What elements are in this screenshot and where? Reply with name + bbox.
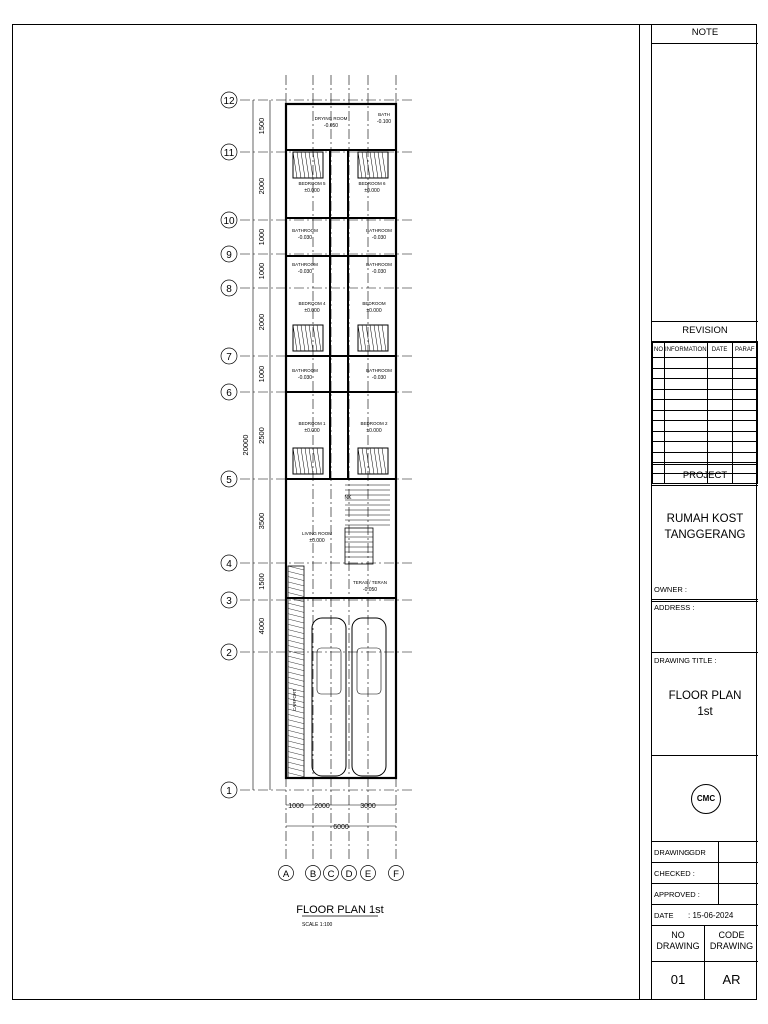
grid-row-label: 5 bbox=[226, 475, 232, 486]
grid-col-label: A bbox=[282, 869, 290, 880]
revision-col-no: NO bbox=[653, 343, 665, 358]
room-level: -0.030 bbox=[371, 235, 387, 241]
grid-col-label: C bbox=[327, 869, 335, 880]
bed-hatch bbox=[293, 448, 297, 474]
approved-row bbox=[652, 884, 758, 905]
horizontal-dimension-text: 2000 bbox=[314, 803, 330, 810]
bed bbox=[358, 152, 388, 178]
side-strip-hatch bbox=[288, 736, 304, 740]
bed-hatch bbox=[362, 448, 366, 474]
address-label: ADDRESS : bbox=[654, 603, 695, 612]
side-strip-hatch bbox=[288, 593, 304, 597]
note-area bbox=[652, 44, 758, 322]
no-drawing-value: 01 bbox=[670, 972, 686, 987]
vertical-dimension-text: 1000 bbox=[257, 262, 266, 280]
company-logo: CMC bbox=[691, 784, 721, 814]
side-strip-hatch bbox=[288, 635, 304, 639]
address-row bbox=[652, 600, 758, 653]
room-name: DRYING ROOM bbox=[314, 116, 348, 121]
bed-hatch bbox=[317, 152, 321, 178]
checked-label: CHECKED : bbox=[654, 869, 695, 878]
side-strip-hatch bbox=[288, 624, 304, 628]
note-header bbox=[652, 24, 758, 44]
side-strip-hatch bbox=[288, 651, 304, 655]
vertical-dimension-text: 3500 bbox=[257, 512, 266, 530]
grid-row-label: 1 bbox=[226, 786, 232, 797]
side-strip-hatch bbox=[288, 730, 304, 734]
grid-row-label: 12 bbox=[223, 96, 235, 107]
side-strip-hatch bbox=[288, 762, 304, 766]
room-level: ±0.000 bbox=[304, 308, 320, 314]
car-body bbox=[352, 618, 386, 776]
bed-hatch bbox=[297, 448, 301, 474]
vertical-dimension-text: 1500 bbox=[257, 117, 266, 135]
bed-hatch bbox=[362, 325, 366, 351]
car bbox=[312, 618, 346, 776]
room-name: LIVING ROOM bbox=[301, 531, 333, 536]
side-strip-hatch bbox=[288, 725, 304, 729]
bed-hatch bbox=[301, 448, 305, 474]
side-strip-hatch bbox=[288, 757, 304, 761]
vertical-dimension-text: 1500 bbox=[257, 573, 266, 590]
room-level: -0.050 bbox=[362, 587, 378, 593]
side-strip-hatch bbox=[288, 571, 304, 575]
bed-hatch bbox=[370, 448, 374, 474]
side-strip-hatch bbox=[288, 619, 304, 623]
room-level: ±0.000 bbox=[366, 308, 382, 314]
no-drawing-label-1: NO bbox=[671, 930, 685, 940]
bed-hatch bbox=[293, 152, 297, 178]
bed bbox=[358, 325, 388, 351]
grid-col-label: F bbox=[393, 869, 399, 880]
checked-row bbox=[652, 863, 758, 884]
room-name: BATHROOM bbox=[366, 228, 392, 233]
grid-row-label: 6 bbox=[226, 388, 232, 399]
bed-hatch bbox=[366, 448, 370, 474]
staircase bbox=[345, 485, 390, 564]
side-strip-hatch bbox=[288, 677, 304, 681]
room-level: -0.030 bbox=[371, 375, 387, 381]
room-name: BATHROOM bbox=[292, 262, 318, 267]
side-strip-hatch bbox=[288, 630, 304, 634]
room-name: BATH bbox=[378, 112, 390, 117]
revision-col-paraf: PARAF bbox=[732, 343, 757, 358]
room-name: BEDROOM 2 bbox=[360, 421, 388, 426]
room-level: ±0.000 bbox=[364, 188, 380, 194]
vertical-dimension-text: 4000 bbox=[257, 617, 266, 635]
bed-hatch bbox=[382, 325, 386, 351]
vertical-dimension-text: 2500 bbox=[257, 427, 266, 444]
bed-hatch bbox=[374, 325, 378, 351]
grid-row-label: 11 bbox=[223, 148, 235, 159]
horizontal-dimension-text: 1000 bbox=[288, 803, 304, 810]
side-strip-hatch bbox=[288, 746, 304, 750]
room-level: ±0.000 bbox=[304, 428, 320, 434]
room-level: ±0.000 bbox=[309, 538, 325, 544]
bed-hatch bbox=[374, 152, 378, 178]
room-level: -0.030 bbox=[297, 375, 313, 381]
bed-hatch bbox=[370, 325, 374, 351]
side-strip-hatch bbox=[288, 566, 304, 570]
bed-hatch bbox=[382, 152, 386, 178]
bed-hatch bbox=[358, 448, 362, 474]
bed-hatch bbox=[309, 448, 313, 474]
bed-hatch bbox=[317, 325, 321, 351]
side-strip-hatch bbox=[288, 656, 304, 660]
plan-scale: SCALE 1:100 bbox=[302, 922, 333, 928]
side-strip-hatch bbox=[288, 683, 304, 687]
bed bbox=[293, 448, 323, 474]
bed-hatch bbox=[358, 325, 362, 351]
revision-header-text: REVISION bbox=[682, 325, 728, 336]
side-strip-hatch bbox=[288, 661, 304, 665]
title-block bbox=[651, 24, 757, 1000]
revision-header bbox=[652, 322, 758, 342]
side-strip-hatch bbox=[288, 672, 304, 676]
room-name: BATHROOM bbox=[366, 262, 392, 267]
room-name: TERAS / TERAN bbox=[353, 580, 387, 585]
room-level: -0.030 bbox=[371, 269, 387, 275]
bed-hatch bbox=[305, 448, 309, 474]
project-header-text: PROJECT bbox=[682, 470, 728, 481]
bed-hatch bbox=[370, 152, 374, 178]
note-header-text: NOTE bbox=[691, 27, 719, 38]
code-drawing-value: AR bbox=[722, 972, 741, 987]
grid-col-label: B bbox=[309, 869, 317, 880]
side-strip-hatch bbox=[288, 667, 304, 671]
room-name: BEDROOM 6 bbox=[358, 181, 386, 186]
project-header bbox=[652, 464, 758, 486]
side-strip-hatch bbox=[288, 603, 304, 607]
car-window bbox=[357, 648, 381, 694]
bed bbox=[293, 325, 323, 351]
grid-col-label: D bbox=[345, 869, 353, 880]
side-strip-hatch bbox=[288, 752, 304, 756]
bed-hatch bbox=[313, 325, 317, 351]
bed bbox=[358, 448, 388, 474]
plan-title: FLOOR PLAN 1st bbox=[296, 904, 384, 916]
no-drawing-label-2: DRAWING bbox=[656, 941, 700, 951]
bed-hatch bbox=[317, 448, 321, 474]
room-name: BATHROOM bbox=[366, 368, 392, 373]
drawing-by-label: DRAWING bbox=[654, 848, 690, 857]
horizontal-dimension-text: 3000 bbox=[360, 803, 376, 810]
drawing-by-value: : GDR bbox=[685, 848, 706, 857]
project-name-line2: TANGGERANG bbox=[664, 529, 746, 541]
bed bbox=[293, 152, 323, 178]
revision-col-date: DATE bbox=[707, 343, 732, 358]
drawing-title-box bbox=[652, 653, 758, 756]
grid-row-label: 2 bbox=[226, 648, 232, 659]
room-level: -0.030 bbox=[297, 235, 313, 241]
room-name: BEDROOM bbox=[362, 301, 386, 306]
bed-hatch bbox=[374, 448, 378, 474]
bed-hatch bbox=[305, 325, 309, 351]
side-strip-hatch bbox=[288, 582, 304, 586]
owner-label: OWNER : bbox=[654, 585, 687, 594]
room-level: ±0.000 bbox=[304, 188, 320, 194]
stair-label: NK bbox=[344, 495, 352, 501]
revision-col-information: INFORMATION bbox=[665, 343, 708, 358]
vertical-dimension-text: 1000 bbox=[257, 228, 266, 246]
drawing-title-line2: 1st bbox=[697, 706, 713, 718]
side-strip-hatch bbox=[288, 720, 304, 724]
room-level: -0.100 bbox=[376, 119, 392, 125]
bed-hatch bbox=[378, 152, 382, 178]
bed-hatch bbox=[382, 448, 386, 474]
drawing-title-label: DRAWING TITLE : bbox=[654, 656, 717, 665]
bed-hatch bbox=[309, 152, 313, 178]
bed-hatch bbox=[301, 325, 305, 351]
side-strip-hatch bbox=[288, 577, 304, 581]
room-name: BEDROOM 4 bbox=[298, 301, 326, 306]
bed-hatch bbox=[297, 325, 301, 351]
car-body bbox=[312, 618, 346, 776]
bed-hatch bbox=[305, 152, 309, 178]
bed-hatch bbox=[313, 448, 317, 474]
logo-box bbox=[652, 756, 758, 842]
code-drawing-label-1: CODE bbox=[718, 930, 745, 940]
side-strip-hatch bbox=[288, 608, 304, 612]
side-strip-hatch bbox=[288, 741, 304, 745]
room-name: BEDROOM 5 bbox=[298, 181, 326, 186]
car-window bbox=[317, 648, 341, 694]
owner-row bbox=[652, 580, 758, 600]
side-strip-hatch bbox=[288, 767, 304, 771]
grid-row-label: 3 bbox=[226, 596, 232, 607]
vertical-dimension-text: 2000 bbox=[257, 177, 266, 195]
approved-label: APPROVED : bbox=[654, 890, 700, 899]
date-label: DATE bbox=[654, 911, 674, 920]
bed-hatch bbox=[358, 152, 362, 178]
drawing-title-line1: FLOOR PLAN bbox=[668, 690, 742, 702]
side-strip-hatch bbox=[288, 640, 304, 644]
drawing-by-row bbox=[652, 842, 758, 863]
bed-hatch bbox=[378, 448, 382, 474]
grid-row-label: 9 bbox=[226, 250, 232, 261]
side-strip-hatch bbox=[288, 646, 304, 650]
room-level: ±0.000 bbox=[366, 428, 382, 434]
grid-col-label: E bbox=[364, 869, 372, 880]
bed-hatch bbox=[362, 152, 366, 178]
revision-table bbox=[652, 342, 758, 484]
drawing-number-values bbox=[652, 962, 758, 1000]
grid-row-label: 8 bbox=[226, 284, 232, 295]
side-strip-hatch bbox=[288, 773, 304, 777]
bed-hatch bbox=[309, 325, 313, 351]
total-horizontal-dimension: 6000 bbox=[333, 824, 349, 831]
date-value: : 15-06-2024 bbox=[688, 911, 734, 920]
grid-row-label: 7 bbox=[226, 352, 232, 363]
bed-hatch bbox=[313, 152, 317, 178]
room-level: -0.030 bbox=[297, 269, 313, 275]
date-row bbox=[652, 905, 758, 926]
bed-hatch bbox=[293, 325, 297, 351]
bed-hatch bbox=[378, 325, 382, 351]
room-name: BEDROOM 1 bbox=[298, 421, 326, 426]
vertical-dimension-text: 2000 bbox=[257, 313, 266, 331]
room-name: BATHROOM bbox=[292, 368, 318, 373]
drawing-number-header bbox=[652, 926, 758, 962]
side-strip-hatch bbox=[288, 614, 304, 618]
bed-hatch bbox=[301, 152, 305, 178]
car bbox=[352, 618, 386, 776]
grid-row-label: 4 bbox=[226, 559, 232, 570]
side-strip-label: CARPORT bbox=[292, 689, 297, 711]
side-strip-hatch bbox=[288, 587, 304, 591]
total-vertical-dimension: 20000 bbox=[241, 434, 250, 456]
bed-hatch bbox=[297, 152, 301, 178]
project-name-line1: RUMAH KOST bbox=[666, 513, 744, 525]
grid-row-label: 10 bbox=[223, 216, 235, 227]
room-level: -0.050 bbox=[323, 123, 339, 129]
room-name: BATHROOM bbox=[292, 228, 318, 233]
code-drawing-label-2: DRAWING bbox=[709, 941, 754, 951]
vertical-dimension-text: 1000 bbox=[257, 365, 266, 383]
side-strip-hatch bbox=[288, 714, 304, 718]
